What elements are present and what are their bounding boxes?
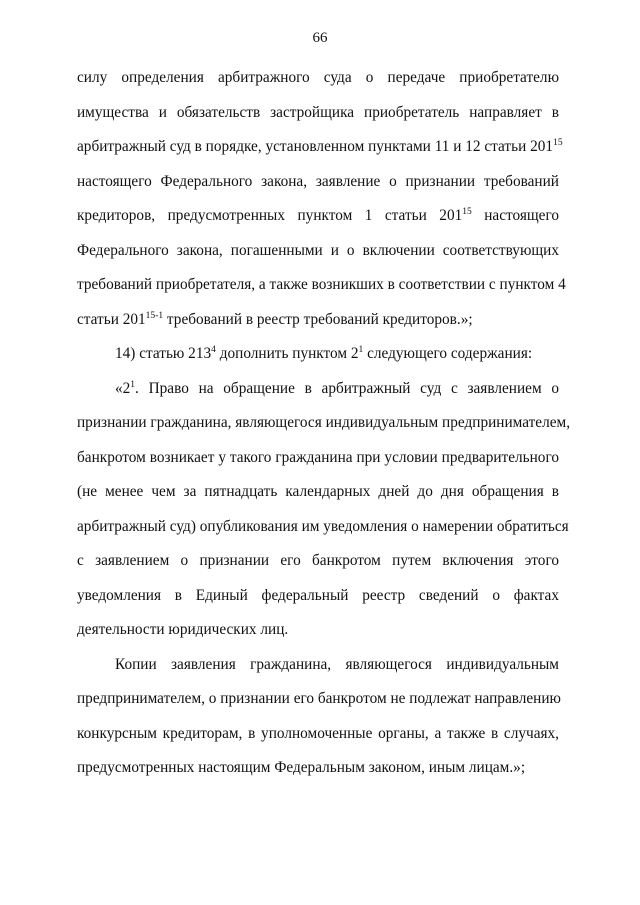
text-segment: арбитражный суд в порядке, установленном пунктами 11 и 12 статьи 201 — [77, 138, 554, 155]
superscript: 15 — [462, 207, 472, 217]
text-segment: настоящего — [471, 207, 559, 224]
paragraph-3-line — [77, 482, 559, 502]
text-segment: арбитражный суд) опубликования им уведомления о намерении обратиться — [77, 518, 569, 535]
paragraph-3-line — [77, 586, 559, 606]
text-segment: конкурсным кредиторам, в уполномоченные органы, а также в случаях, — [77, 725, 559, 742]
text-segment: кредиторов, предусмотренных пунктом 1 статьи 201 — [77, 207, 463, 224]
superscript: 15-1 — [145, 311, 164, 321]
text-segment: Федерального закона, погашенными и о включении соответствующих — [77, 242, 559, 259]
paragraph-3-line — [115, 379, 559, 399]
text-segment: Копии заявления гражданина, являющегося индивидуальным — [115, 656, 559, 673]
paragraph-4-line — [77, 758, 559, 778]
paragraph-1-line — [77, 172, 559, 192]
text-segment: предпринимателем, о признании его банкротом не подлежат направлению — [77, 690, 561, 707]
paragraph-2-line — [115, 344, 559, 364]
paragraph-3-line — [77, 448, 559, 468]
text-segment: с заявлением о признании его банкротом путем включения этого — [77, 552, 559, 569]
paragraph-1-line — [77, 103, 559, 123]
text-segment: деятельности юридических лиц. — [77, 621, 289, 638]
paragraph-4-line — [115, 655, 559, 675]
text-segment: 14) статью 213 — [115, 345, 212, 362]
text-segment: банкротом возникает у такого гражданина при условии предварительного — [77, 449, 559, 466]
text-segment: следующего содержания: — [363, 345, 533, 362]
superscript: 15 — [553, 138, 563, 148]
paragraph-4-line — [77, 689, 559, 709]
text-segment: . Право на обращение в арбитражный суд с заявлением о — [135, 380, 559, 397]
paragraph-3-line — [77, 551, 559, 571]
paragraph-1-line — [77, 241, 559, 261]
text-segment: признании гражданина, являющегося индивидуальным предпринимателем, — [77, 414, 571, 431]
text-segment: настоящего Федерального закона, заявление о признании требований — [77, 173, 559, 190]
paragraph-3-line — [77, 413, 571, 433]
paragraph-1-line — [77, 275, 566, 295]
text-segment: имущества и обязательств застройщика приобретатель направляет в — [77, 104, 559, 121]
page-number: 66 — [312, 30, 328, 46]
paragraph-1-line — [77, 68, 559, 88]
paragraph-3-line — [77, 517, 569, 537]
paragraph-4-line — [77, 724, 559, 744]
superscript: 4 — [211, 345, 216, 355]
superscript: 1 — [130, 380, 136, 390]
paragraph-1-line — [77, 310, 559, 330]
text-segment: дополнить пунктом 2 — [215, 345, 359, 362]
text-segment: требований в реестр требований кредиторов.»; — [163, 311, 473, 328]
text-segment: «2 — [115, 380, 131, 397]
paragraph-1-line — [77, 137, 563, 157]
paragraph-1-line — [77, 206, 559, 226]
text-segment: предусмотренных настоящим Федеральным законом, иным лицам.»; — [77, 759, 526, 776]
text-segment: силу определения арбитражного суда о передаче приобретателю — [77, 69, 559, 86]
text-segment: (не менее чем за пятнадцать календарных дней до дня обращения в — [77, 483, 559, 500]
paragraph-3-line — [77, 620, 559, 640]
text-segment: требований приобретателя, а также возникших в соответствии с пунктом 4 — [77, 276, 566, 293]
superscript: 1 — [358, 345, 364, 355]
text-segment: уведомления в Единый федеральный реестр сведений о фактах — [77, 587, 559, 604]
text-segment: статьи 201 — [77, 311, 146, 328]
